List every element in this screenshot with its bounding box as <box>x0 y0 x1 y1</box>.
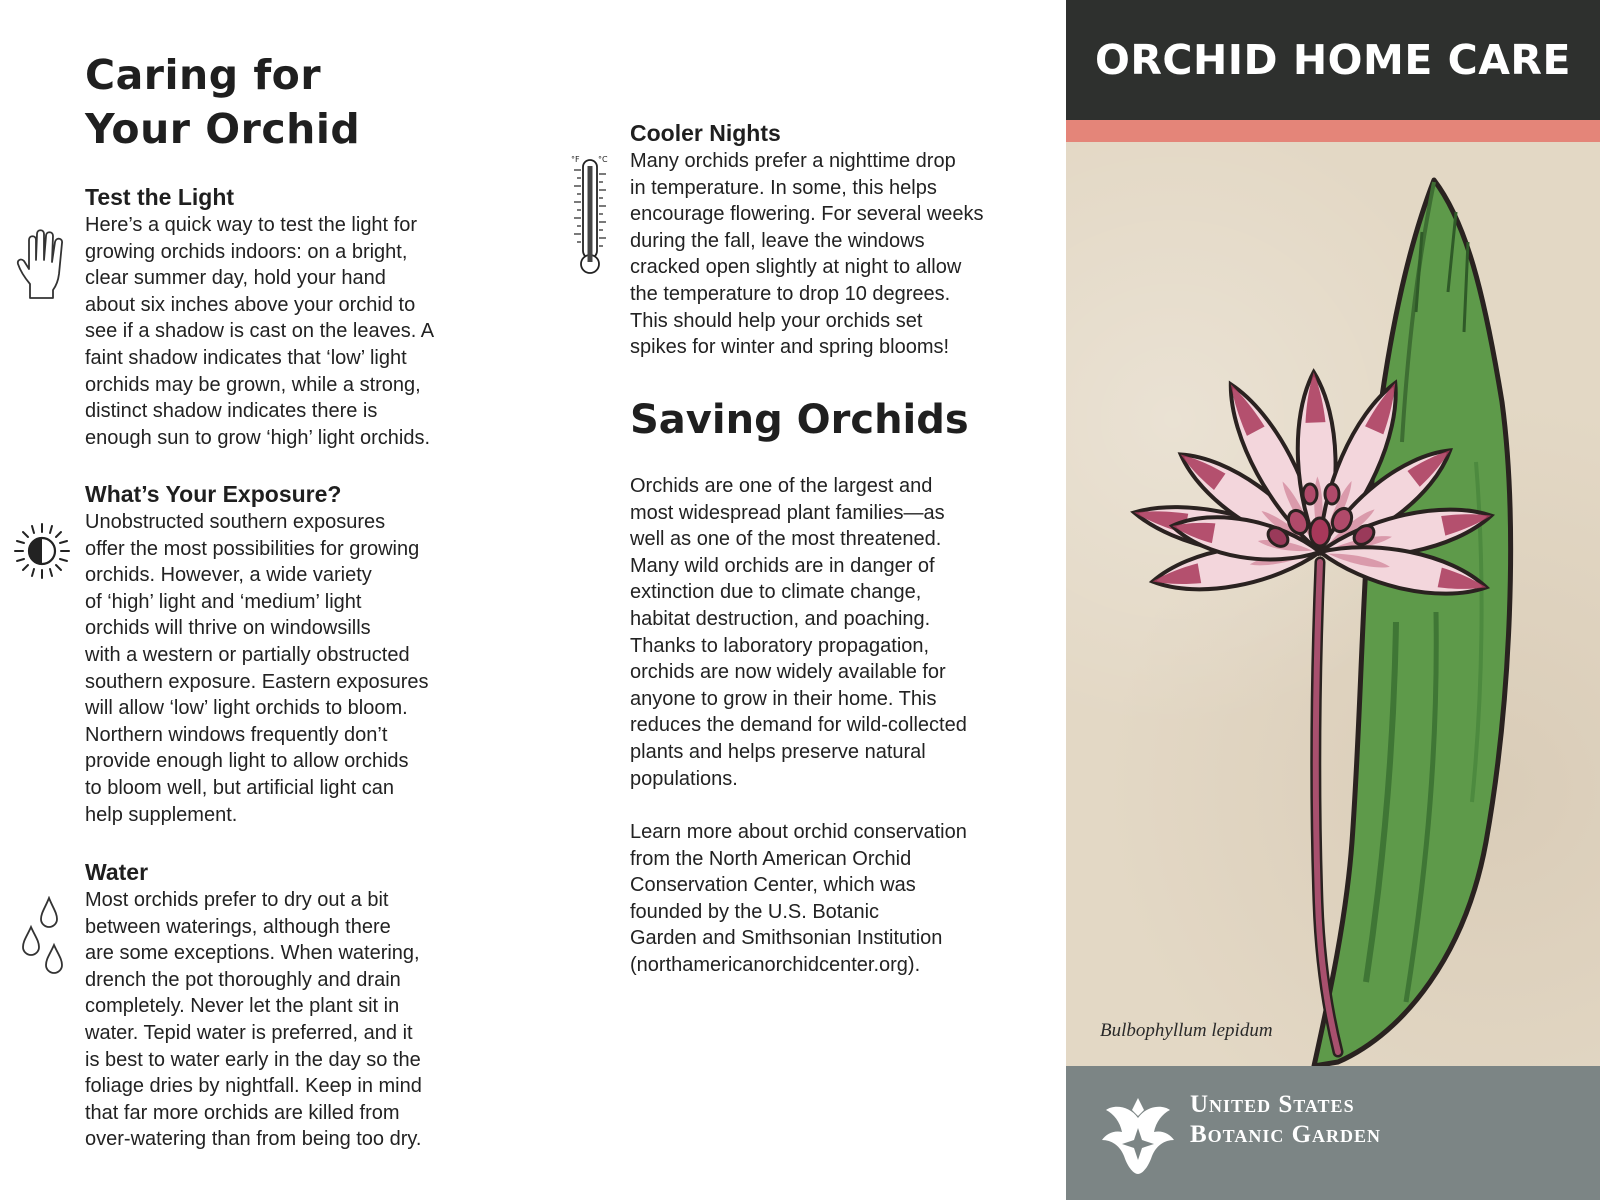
body-line: clear summer day, hold your hand <box>85 267 386 290</box>
body-line: completely. Never let the plant sit in <box>85 995 400 1018</box>
body-line: orchids. However, a wide variety <box>85 564 372 587</box>
section-conservation-paragraph <box>630 819 1030 979</box>
thermometer-c-label: °C <box>598 155 608 164</box>
body-line: between waterings, although there <box>85 915 391 938</box>
body-line: that far more orchids are killed from <box>85 1101 400 1124</box>
section-test-the-light <box>85 182 475 451</box>
body-line: will allow ‘low’ light orchids to bloom. <box>85 697 408 720</box>
botanic-garden-logo-icon <box>1100 1096 1176 1181</box>
body-line: drench the pot thoroughly and drain <box>85 968 401 991</box>
body-line: see if a shadow is cast on the leaves. A <box>85 320 435 343</box>
section-saving-orchids-paragraph <box>630 473 1030 792</box>
body-line: help supplement. <box>85 803 238 826</box>
body-line: populations. <box>630 767 738 790</box>
section-heading: What’s Your Exposure? <box>85 481 342 507</box>
cover-footer <box>1066 1066 1600 1200</box>
body-line: from the North American Orchid <box>630 847 912 870</box>
body-line: foliage dries by nightfall. Keep in mind <box>85 1075 422 1098</box>
body-line: of ‘high’ light and ‘medium’ light <box>85 590 362 613</box>
body-line: Learn more about orchid conservation <box>630 821 967 843</box>
body-line: growing orchids indoors: on a bright, <box>85 240 408 263</box>
body-line: faint shadow indicates that ‘low’ light <box>85 346 407 369</box>
body-line: are some exceptions. When watering, <box>85 942 420 965</box>
page-title <box>85 48 360 156</box>
section-body <box>85 509 475 828</box>
thermometer-icon <box>568 152 612 281</box>
section-heading: Water <box>85 859 149 885</box>
body-line: Most orchids prefer to dry out a bit <box>85 889 389 911</box>
water-drops-icon <box>20 896 66 979</box>
body-line: distinct shadow indicates there is <box>85 400 378 423</box>
body-line: about six inches above your orchid to <box>85 293 416 316</box>
body-line: Thanks to laboratory propagation, <box>630 634 930 657</box>
body-line: spikes for winter and spring blooms! <box>630 336 950 359</box>
body-line: with a western or partially obstructed <box>85 643 410 666</box>
body-line: Orchids are one of the largest and <box>630 475 933 497</box>
section-body <box>630 473 1030 792</box>
body-line: the temperature to drop 10 degrees. <box>630 282 951 305</box>
cover-stripe <box>1066 120 1600 142</box>
body-line: to bloom well, but artificial light can <box>85 776 395 799</box>
body-line: over-watering than from being too dry. <box>85 1128 422 1151</box>
orchid-illustration <box>1066 142 1600 1066</box>
body-line: orchids will thrive on windowsills <box>85 617 371 640</box>
org-name-line-2: Botanic Garden <box>1190 1121 1382 1148</box>
org-name <box>1190 1090 1381 1150</box>
body-line: Garden and Smithsonian Institution <box>630 927 943 950</box>
body-line: most widespread plant families—as <box>630 501 945 524</box>
body-line: extinction due to climate change, <box>630 581 922 604</box>
body-line: Many orchids prefer a nighttime drop <box>630 150 956 172</box>
org-name-line-1: United States <box>1190 1091 1355 1118</box>
section-body <box>630 148 1030 361</box>
page-title-line-1: Caring for <box>85 51 322 99</box>
page-title-line-2: Your Orchid <box>85 105 361 153</box>
hand-icon <box>16 226 72 307</box>
section-heading: Test the Light <box>85 184 235 210</box>
section-body <box>85 887 475 1153</box>
body-line: water. Tepid water is preferred, and it <box>85 1021 413 1044</box>
section-body <box>630 819 1030 979</box>
body-line: Here’s a quick way to test the light for <box>85 214 418 236</box>
body-line: enough sun to grow ‘high’ light orchids. <box>85 426 431 449</box>
body-line: encourage flowering. For several weeks <box>630 203 984 226</box>
thermometer-f-label: °F <box>571 155 580 164</box>
body-line: Northern windows frequently don’t <box>85 723 388 746</box>
species-caption: Bulbophyllum lepidum <box>1100 1020 1273 1041</box>
section-heading: Cooler Nights <box>630 120 781 146</box>
body-line: founded by the U.S. Botanic <box>630 900 880 923</box>
saving-orchids-heading: Saving Orchids <box>630 397 969 443</box>
body-line: Unobstructed southern exposures <box>85 511 386 533</box>
body-line: Many wild orchids are in danger of <box>630 554 935 577</box>
cover-header: ORCHID HOME CARE <box>1066 0 1600 120</box>
body-line: provide enough light to allow orchids <box>85 750 409 773</box>
body-line: in temperature. In some, this helps <box>630 176 937 199</box>
body-line: anyone to grow in their home. This <box>630 687 937 710</box>
body-line: reduces the demand for wild-collected <box>630 714 967 737</box>
body-line: during the fall, leave the windows <box>630 229 925 252</box>
body-line: cracked open slightly at night to allow <box>630 256 962 279</box>
body-line: well as one of the most threatened. <box>630 528 942 551</box>
body-line: orchids may be grown, while a strong, <box>85 373 421 396</box>
sun-icon <box>12 521 72 586</box>
body-line: plants and helps preserve natural <box>630 740 926 763</box>
body-line: Conservation Center, which was <box>630 874 916 897</box>
body-line: habitat destruction, and poaching. <box>630 607 931 630</box>
section-body <box>85 212 475 451</box>
body-line: (northamericanorchidcenter.org). <box>630 953 921 976</box>
body-line: is best to water early in the day so the <box>85 1048 421 1071</box>
section-water <box>85 857 475 1153</box>
body-line: orchids are now widely available for <box>630 661 946 684</box>
body-line: southern exposure. Eastern exposures <box>85 670 429 693</box>
cover-panel <box>1066 0 1600 1200</box>
body-line: This should help your orchids set <box>630 309 923 332</box>
section-cooler-nights <box>630 118 1030 361</box>
body-line: offer the most possibilities for growing <box>85 537 420 560</box>
section-exposure <box>85 479 475 828</box>
